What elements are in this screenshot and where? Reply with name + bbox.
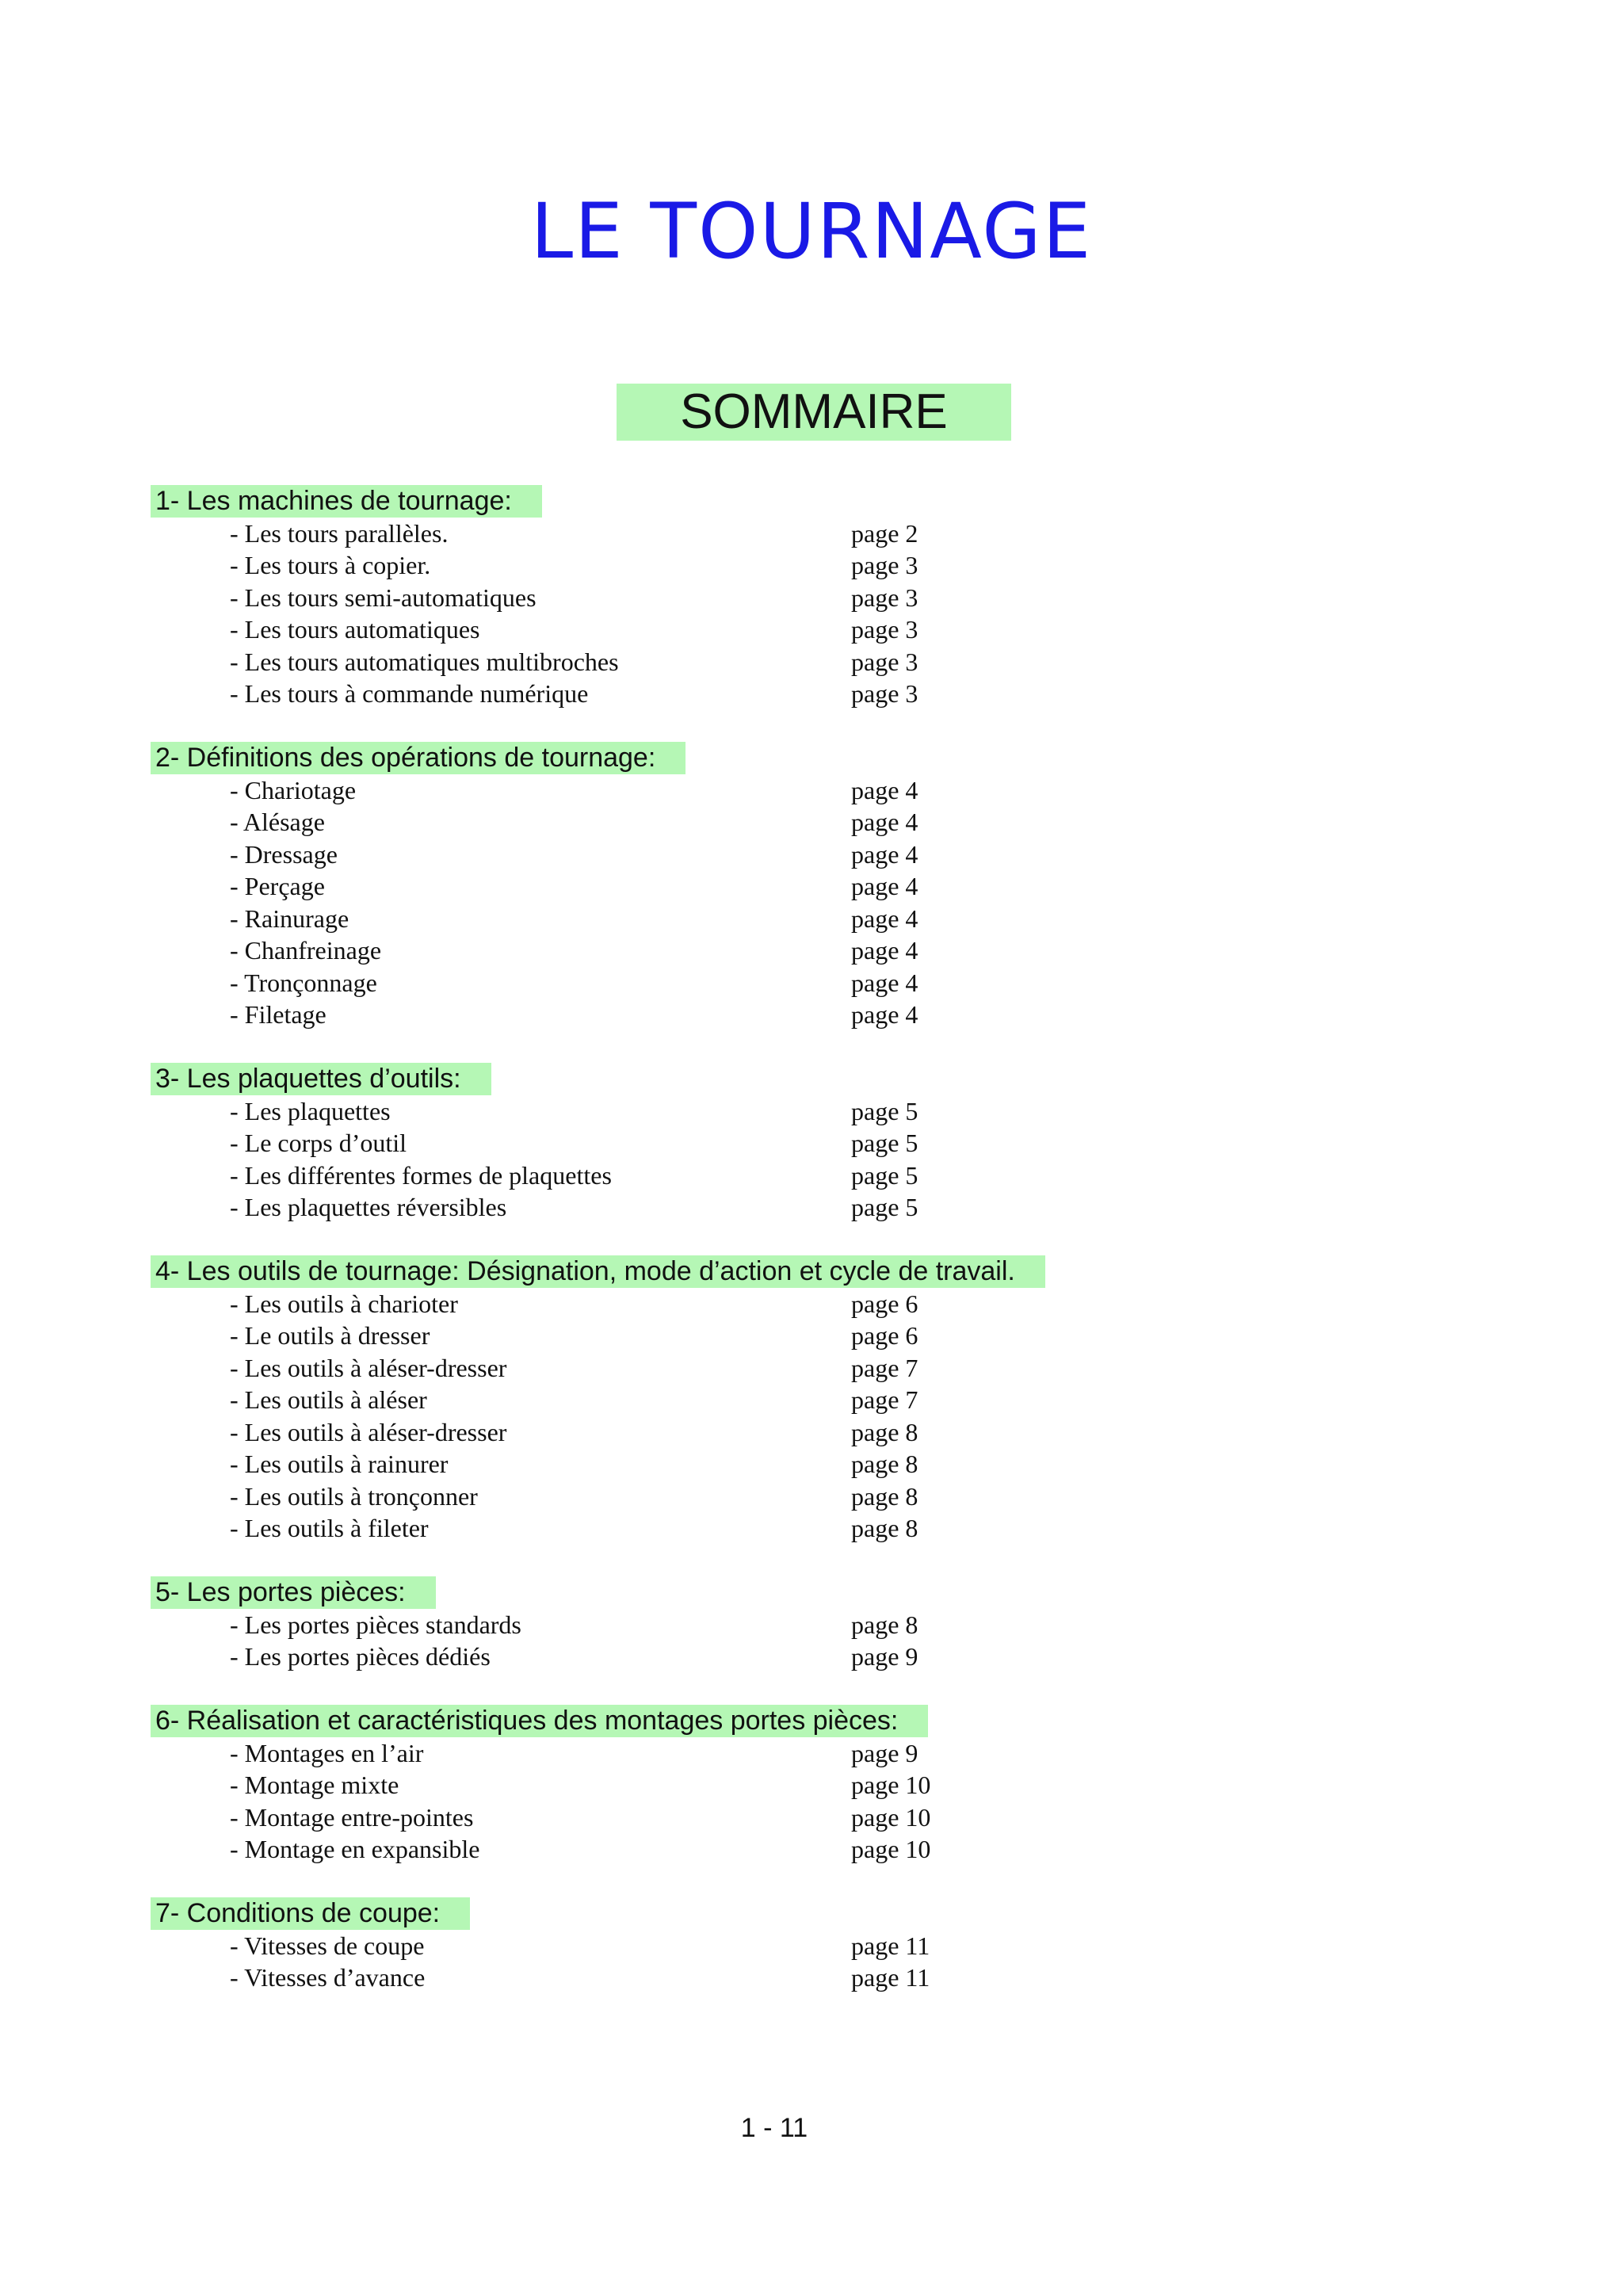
toc-entry (151, 967, 1181, 999)
toc-section (151, 1897, 1181, 1994)
document-title: LE TOURNAGE (530, 187, 1093, 276)
toc-entry-label: - Les tours parallèles. (230, 518, 449, 548)
toc-entry-label: - Les tours à commande numérique (230, 679, 589, 708)
toc-entry-label: - Montage mixte (230, 1771, 399, 1799)
toc-entry (151, 1352, 1181, 1385)
toc-entry-label: - Alésage (230, 808, 325, 836)
toc-section-heading-row (151, 1897, 1181, 1930)
toc-section (151, 1705, 1181, 1866)
toc-entry (151, 1480, 1181, 1513)
toc-entry (151, 613, 1181, 646)
page-number: 1 - 11 (740, 2113, 808, 2143)
toc-entry-page: page 11 (851, 1963, 930, 1992)
toc-entry (151, 1737, 1181, 1770)
toc-entry-page: page 5 (851, 1129, 918, 1157)
toc-entry-label: - Perçage (230, 872, 325, 900)
toc-entry (151, 1609, 1181, 1641)
toc-entry (151, 582, 1181, 614)
toc-entry (151, 1384, 1181, 1416)
toc-entry (151, 839, 1181, 871)
toc-section-heading-row (151, 1705, 1181, 1737)
toc-section-heading: 2- Définitions des opérations de tournage: (151, 742, 685, 774)
toc-entry-page: page 8 (851, 1450, 918, 1478)
toc-entry (151, 934, 1181, 967)
toc-entry-label: - Tronçonnage (230, 968, 377, 997)
toc-section-heading-row (151, 1255, 1181, 1288)
toc-entry (151, 1191, 1181, 1224)
toc-entry-page: page 4 (851, 808, 918, 836)
toc-entry-label: - Filetage (230, 1000, 327, 1029)
toc-entry-label: - Les portes pièces standards (230, 1610, 521, 1639)
toc-entry (151, 1159, 1181, 1192)
toc-entry-page: page 10 (851, 1835, 931, 1863)
toc-entry (151, 774, 1181, 807)
toc-entry-page: page 8 (851, 1481, 918, 1511)
toc-entry (151, 1288, 1181, 1320)
toc-section-heading: 5- Les portes pièces: (151, 1576, 436, 1609)
toc-entry-page: page 4 (851, 839, 918, 869)
toc-entry-page: page 9 (851, 1738, 918, 1767)
toc-entry-page: page 8 (851, 1514, 918, 1542)
toc-section-heading: 4- Les outils de tournage: Désignation, mode d’action et cycle de travail. (151, 1255, 1045, 1288)
toc-entry-page: page 9 (851, 1642, 918, 1671)
toc-section-heading-row (151, 742, 1181, 774)
toc-entry (151, 903, 1181, 935)
toc-entry (151, 1320, 1181, 1352)
toc-entry (151, 1801, 1181, 1834)
toc-entry-label: - Les différentes formes de plaquettes (230, 1160, 612, 1190)
toc-entry-label: - Le outils à dresser (230, 1321, 430, 1350)
toc-entry (151, 549, 1181, 582)
toc-entry-page: page 7 (851, 1385, 918, 1414)
toc-entry-label: - Les outils à aléser-dresser (230, 1417, 507, 1446)
toc-entry-page: page 3 (851, 551, 918, 579)
toc-entry-page: page 6 (851, 1289, 918, 1318)
toc-entry-page: page 3 (851, 647, 918, 676)
toc-entry-page: page 7 (851, 1353, 918, 1382)
toc-entry-label: - Les plaquettes réversibles (230, 1193, 507, 1221)
toc-entry-label: - Montage en expansible (230, 1835, 480, 1863)
toc-entry-page: page 8 (851, 1610, 918, 1639)
toc-entry (151, 870, 1181, 903)
toc-entry-page: page 11 (851, 1931, 930, 1960)
toc-section (151, 485, 1181, 710)
toc-entry (151, 518, 1181, 550)
toc-entry-label: - Les plaquettes (230, 1096, 391, 1125)
toc-entry-label: - Les outils à fileter (230, 1514, 429, 1542)
toc-section-heading: 3- Les plaquettes d’outils: (151, 1063, 491, 1095)
toc-entry-page: page 3 (851, 679, 918, 708)
toc-section-heading-row (151, 1576, 1181, 1609)
sommaire-heading: SOMMAIRE (617, 384, 1011, 441)
toc-entry-label: - Dressage (230, 839, 338, 869)
toc-entry (151, 1641, 1181, 1673)
toc-entry-page: page 4 (851, 904, 918, 933)
toc-entry (151, 1512, 1181, 1545)
toc-section-heading-row (151, 1063, 1181, 1095)
toc-entry (151, 1962, 1181, 1994)
toc-entry-page: page 3 (851, 615, 918, 644)
toc-entry-label: - Les outils à aléser-dresser (230, 1353, 507, 1382)
toc-entry-label: - Rainurage (230, 904, 349, 933)
toc-section (151, 742, 1181, 1031)
toc-entry-page: page 10 (851, 1771, 931, 1799)
toc-entry-page: page 3 (851, 583, 918, 612)
toc-entry (151, 678, 1181, 710)
toc-entry (151, 646, 1181, 678)
toc-entry-page: page 5 (851, 1160, 918, 1190)
toc-entry-page: page 4 (851, 968, 918, 997)
toc-entry-label: - Les portes pièces dédiés (230, 1642, 491, 1671)
toc-entry-page: page 4 (851, 1000, 918, 1029)
toc-entry (151, 1416, 1181, 1449)
toc-entry-page: page 8 (851, 1417, 918, 1446)
toc-entry-page: page 5 (851, 1096, 918, 1125)
toc-entry-label: - Les outils à aléser (230, 1385, 427, 1414)
toc-entry-label: - Les tours automatiques multibroches (230, 647, 619, 676)
toc-entry-label: - Les tours automatiques (230, 615, 480, 644)
toc-entry-label: - Les outils à charioter (230, 1289, 458, 1318)
toc-entry-label: - Le corps d’outil (230, 1129, 407, 1157)
toc-entry-page: page 10 (851, 1802, 931, 1832)
toc-section (151, 1063, 1181, 1224)
toc-entry (151, 1095, 1181, 1128)
toc-entry-label: - Les outils à tronçonner (230, 1481, 478, 1511)
toc-entry-label: - Chanfreinage (230, 936, 382, 965)
toc-entry-label: - Vitesses de coupe (230, 1931, 425, 1960)
toc-entry-page: page 6 (851, 1321, 918, 1350)
toc-entry (151, 1448, 1181, 1480)
toc-entry-label: - Vitesses d’avance (230, 1963, 426, 1992)
toc-entry (151, 999, 1181, 1031)
toc-section (151, 1255, 1181, 1545)
toc-entry-page: page 4 (851, 872, 918, 900)
toc-entry-label: - Les tours semi-automatiques (230, 583, 537, 612)
table-of-contents (151, 485, 1181, 2026)
toc-section-heading-row (151, 485, 1181, 518)
toc-section-heading: 6- Réalisation et caractéristiques des montages portes pièces: (151, 1705, 928, 1737)
toc-entry-page: page 5 (851, 1193, 918, 1221)
toc-entry (151, 1930, 1181, 1962)
toc-section-heading: 7- Conditions de coupe: (151, 1897, 470, 1930)
toc-entry-label: - Chariotage (230, 775, 357, 804)
toc-entry-page: page 4 (851, 775, 918, 804)
toc-entry-page: page 2 (851, 518, 918, 548)
toc-entry-label: - Les tours à copier. (230, 551, 431, 579)
toc-section (151, 1576, 1181, 1673)
toc-entry-label: - Les outils à rainurer (230, 1450, 449, 1478)
toc-entry-label: - Montage entre-pointes (230, 1802, 474, 1832)
toc-entry (151, 1769, 1181, 1801)
toc-entry (151, 806, 1181, 839)
toc-section-heading: 1- Les machines de tournage: (151, 485, 542, 518)
toc-entry-page: page 4 (851, 936, 918, 965)
toc-entry-label: - Montages en l’air (230, 1738, 424, 1767)
toc-entry (151, 1127, 1181, 1159)
toc-entry (151, 1833, 1181, 1866)
